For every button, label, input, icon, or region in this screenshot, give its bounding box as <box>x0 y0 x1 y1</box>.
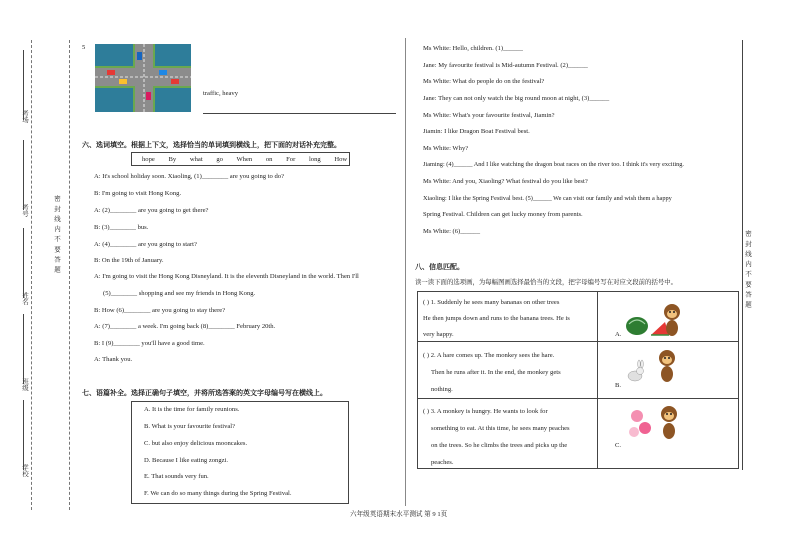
field-kaohao[interactable] <box>23 140 24 210</box>
s6-line-1: A: It's school holiday soon. Xiaoling, (1)________ are you going to do? <box>94 173 285 180</box>
s7-option-c: C. but also enjoy delicious mooncakes. <box>144 440 248 447</box>
s7-option-e: E. That sounds very fun. <box>144 473 209 480</box>
picture-letter-b: B. <box>615 382 622 389</box>
dialogue-line-1: Ms White: Hello, children. (1)______ <box>423 45 523 52</box>
page-footer: 六年级英语期末水平测试 第 9 1页 <box>350 511 448 518</box>
word-1: hope <box>142 156 155 163</box>
dialogue-line-3: Ms White: What do people do on the festival? <box>423 78 545 85</box>
column-divider <box>405 38 406 506</box>
s6-line-12: A: Thank you. <box>94 356 133 363</box>
match-item-3[interactable] <box>423 403 570 471</box>
match-item-3-line-3: on the trees. So he climbs the trees and picks up the <box>431 442 568 449</box>
dialogue-line-7: Ms White: Why? <box>423 145 469 152</box>
field-xuexiao[interactable] <box>23 400 24 470</box>
section6-title: 六、选词填空。根据上下文，选择恰当的单词填到横线上，把下面的对话补充完整。 <box>82 141 341 149</box>
s7-option-d: D. Because I like eating zongzi. <box>144 457 229 464</box>
word-3: what <box>189 156 203 163</box>
label-banji: 班级 <box>21 378 28 391</box>
q5-answer-line[interactable] <box>203 113 396 114</box>
monkey-peaches-picture <box>625 402 685 442</box>
field-banji[interactable] <box>23 314 24 384</box>
dialogue-line-4: Jane: They can not only watch the big round moon at night, (3)______ <box>423 95 610 102</box>
s6-line-3: A: (2)________ are you going to get there? <box>94 207 209 214</box>
label-xingming: 姓名 <box>21 292 28 305</box>
word-4: go <box>216 156 223 163</box>
match-item-2[interactable] <box>423 347 561 398</box>
word-7: For <box>286 156 296 163</box>
dialogue-line-5: Ms White: What's your favourite festival, Jiamin? <box>423 112 555 119</box>
seal-text-right: 密 封 线 内 不 要 答 题 <box>744 230 751 309</box>
s7-option-a: A. It is the time for family reunions. <box>144 406 240 413</box>
word-2: By <box>168 156 177 163</box>
s6-line-9: B: How (6)________ are you going to stay there? <box>94 307 226 314</box>
dialogue-line-8: Jiaming: (4)______ And I like watching the dragon boat races on the river too. I think it's very exciting. <box>423 161 684 168</box>
s6-line-6: B: On the 19th of January. <box>94 257 164 264</box>
word-6: on <box>265 156 273 163</box>
word-5: When <box>236 156 253 163</box>
word-9: How <box>334 156 348 163</box>
s6-line-4: B: (3)________ bus. <box>94 224 149 231</box>
dialogue-line-11: Spring Festival. Children can get lucky money from parents. <box>423 211 583 218</box>
match-item-1-line-1: ( ) 1. Suddenly he sees many bananas on other trees <box>423 299 560 306</box>
s7-option-b: B. What is your favourite festival? <box>144 423 236 430</box>
word-8: long <box>308 156 321 163</box>
dialogue-line-6: Jiamin: I like Dragon Boat Festival best. <box>423 128 530 135</box>
label-xuexiao: 学校 <box>21 464 28 477</box>
picture-letter-c: C. <box>615 442 622 449</box>
match-item-1-line-3: very happy. <box>423 331 454 338</box>
match-item-2-line-3: nothing. <box>431 386 453 393</box>
q5-caption: traffic, heavy <box>203 90 239 97</box>
s6-line-2: B: I'm going to visit Hong Kong. <box>94 190 182 197</box>
binding-line-outer <box>31 40 32 510</box>
label-kaochang: 考场 <box>21 110 28 123</box>
binding-line-inner <box>69 40 70 510</box>
seal-text-left: 密 封 线 内 不 要 答 题 <box>53 195 60 274</box>
match-item-1[interactable] <box>423 295 570 343</box>
matching-table-divider <box>597 291 598 468</box>
field-xingming[interactable] <box>23 228 24 298</box>
match-item-3-line-4: peaches. <box>431 459 454 466</box>
s6-line-8: (5)________ shopping and see my friends in Hong Kong. <box>103 290 256 297</box>
monkey-watermelon-picture <box>625 302 685 338</box>
field-kaochang[interactable] <box>23 50 24 120</box>
dialogue-line-10: Xiaoling: I like the Spring Festival best. (5)______ We can visit our family and wish them a happy <box>423 195 672 202</box>
section8-title: 八、信息匹配。 <box>415 263 464 271</box>
s6-line-5: A: (4)________ are you going to start? <box>94 241 197 248</box>
q5-number: 5 <box>82 44 86 51</box>
match-item-2-line-1: ( ) 2. A hare comes up. The monkey sees the hare. <box>423 352 555 359</box>
section8-instruction: 读一读下面的选项画，为每幅图画选择最恰当的文段，把字母编号写在对应文段前的括号中。 <box>415 279 678 286</box>
match-item-2-line-2: Then he runs after it. In the end, the monkey gets <box>431 369 561 376</box>
match-item-3-line-1: ( ) 3. A monkey is hungry. He wants to look for <box>423 408 548 415</box>
section7-title: 七、语篇补全。选择正确句子填空，并将所选答案的英文字母编号写在横线上。 <box>82 389 327 397</box>
monkey-hare-picture <box>625 348 685 384</box>
match-item-1-line-2: He then jumps down and runs to the banana trees. He is <box>423 315 570 322</box>
matching-row-sep-2 <box>417 398 738 399</box>
s6-line-10: A: (7)________ a week. I'm going back (8)________ February 20th. <box>94 323 276 330</box>
s6-line-7: A: I'm going to visit the Hong Kong Disneyland. It is the eleventh Disneyland in the world. Then I'll <box>94 273 359 280</box>
dialogue-line-12: Ms White: (6)______ <box>423 228 481 235</box>
s7-option-f: F. We can do so many things during the Spring Festival. <box>144 490 292 497</box>
dialogue-line-2: Jane: My favourite festival is Mid-autumn Festival. (2)______ <box>423 62 588 69</box>
s6-line-11: B: I (9)________ you'll have a good time. <box>94 340 205 347</box>
label-kaohao: 考号 <box>21 204 28 217</box>
picture-letter-a: A. <box>615 331 622 338</box>
traffic-intersection-picture <box>95 44 191 112</box>
dialogue-line-9: Ms White: And you, Xiaoling? What festival do you like best? <box>423 178 588 185</box>
word-bank <box>131 152 350 166</box>
match-item-3-line-2: something to eat. At this time, he sees many peaches <box>431 425 570 432</box>
